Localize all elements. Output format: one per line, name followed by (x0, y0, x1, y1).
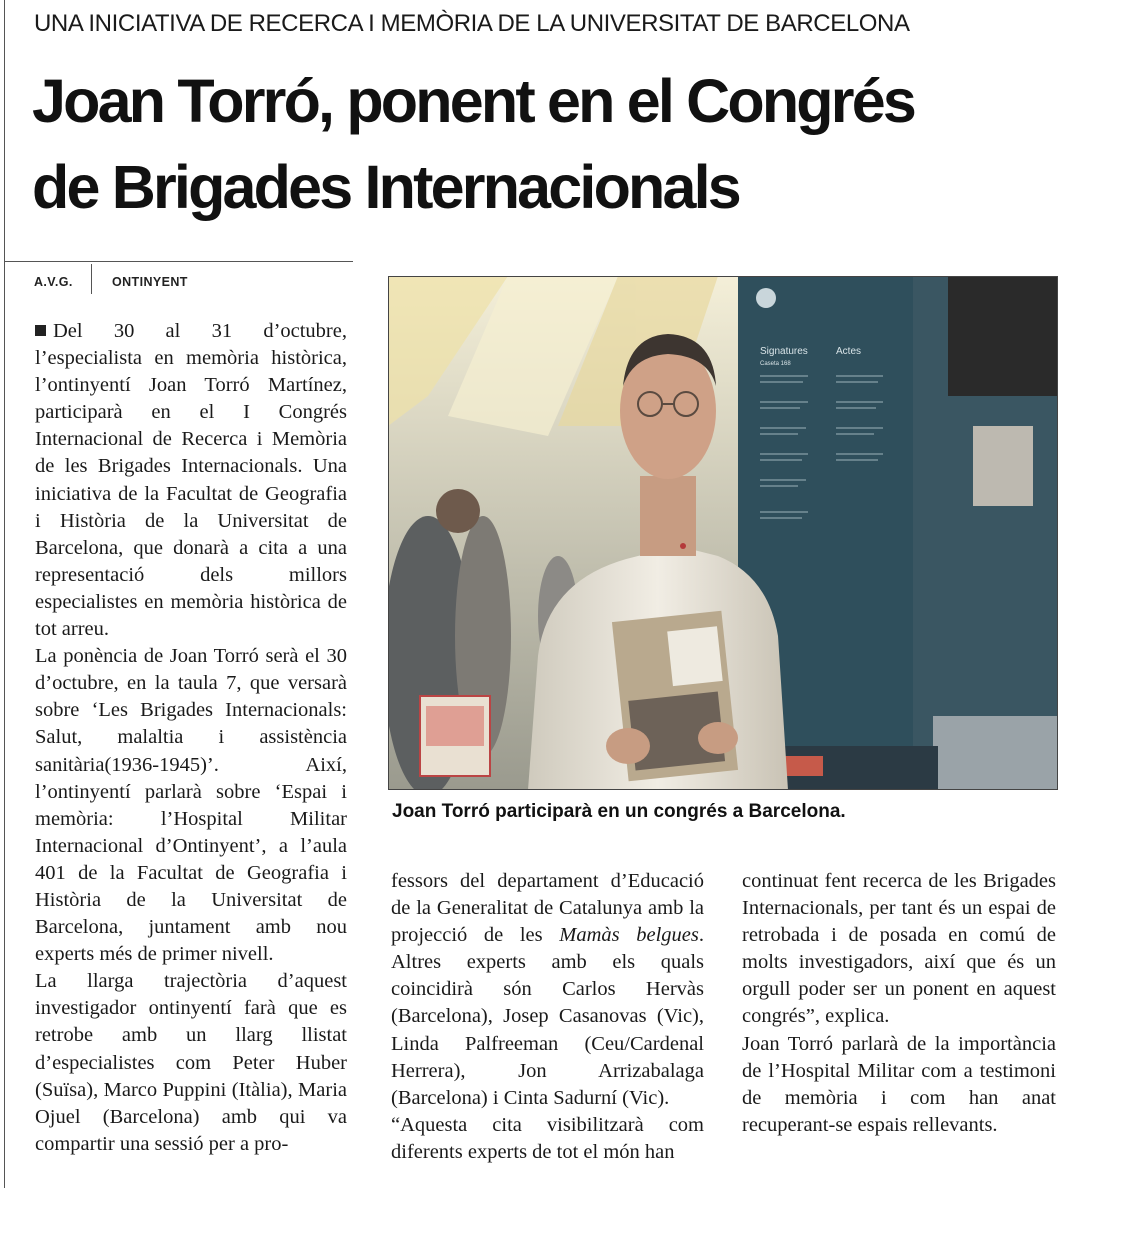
byline-author: A.V.G. (34, 275, 73, 289)
article-photo (388, 276, 1058, 790)
page-frame-line (4, 0, 5, 1188)
article-column-1 (35, 318, 347, 1158)
headline-line-2: de Brigades Internacionals (32, 153, 739, 221)
headline (32, 58, 1112, 230)
article-column-3 (742, 868, 1056, 1139)
byline-divider (91, 264, 92, 294)
paragraph-text: . Altres experts amb els quals coincidirà són Carlos Hervàs (Barcelona), Josep Casanovas (Vic), Linda Palfreeman (Ceu/Cardenal Herrera), Jon Arrizabalaga (Barcelona) i Cinta Sadurní (Vic). (391, 924, 704, 1109)
paragraph-text: Del 30 al 31 d’octubre, l’especialista en memòria històrica, l’ontinyentí Joan Torró Martínez, participarà en el I Congrés Internacional de Recerca i Memòria de les Brigades Internacionals. Una iniciativa de la Facultat de Geografia i Història de la Universitat de Barcelona, que donarà a cita a una representació dels millors especialistes en memòria històrica de tot arreu. (35, 320, 347, 641)
sign-heading-right: Actes (836, 346, 862, 357)
article-column-2 (391, 868, 704, 1166)
paragraph (35, 318, 347, 643)
sign-heading-left: Signatures (760, 346, 808, 357)
paragraph-text: fessors del departament d’Educació de la Generalitat de Catalunya amb la projecció de les (391, 870, 704, 947)
paragraph: “Aquesta cita visibilitzarà com diferents experts de tot el món han (391, 1113, 704, 1163)
paragraph: La ponència de Joan Torró serà el 30 d’octubre, en la taula 7, que versarà sobre ‘Les Brigades Internacionals: Salut, malaltia i assistència sanitària(1936-1945)’. Així, l’ontinyentí parlarà sobre ‘Espai i memòria: l’Hospital Militar Internacional d’Ontinyent’, a l’aula 401 de la Facultat de Geografia i Història de la Universitat de Barcelona, juntament amb nou experts més de primer nivell. (35, 645, 347, 966)
photo-illustration (388, 276, 1058, 790)
lead-square-icon (35, 325, 46, 336)
film-title: Mamàs belgues (559, 924, 699, 947)
sign-subheading: Caseta 168 (760, 361, 791, 367)
photo-caption: Joan Torró participarà en un congrés a Barcelona. (392, 801, 846, 822)
kicker: UNA INICIATIVA DE RECERCA I MEMÒRIA DE LA UNIVERSITAT DE BARCELONA (34, 10, 910, 37)
paragraph (391, 868, 704, 1112)
paragraph: continuat fent recerca de les Brigades Internacionals, per tant és un espai de retrobada i de posada en comú de molts investigadors, així que és un orgull poder ser un ponent en aquest congrés”, explica. (742, 870, 1056, 1028)
byline-rule (4, 261, 353, 262)
paragraph: La llarga trajectòria d’aquest investigador ontinyentí farà que es retrobe amb un llarg llistat d’especialistes com Peter Huber (Suïsa), Marco Puppini (Itàlia), Maria Ojuel (Barcelona) amb qui va compartir una sessió per a pro- (35, 970, 347, 1155)
headline-line-1: Joan Torró, ponent en el Congrés (32, 67, 914, 135)
paragraph: Joan Torró parlarà de la importància de l’Hospital Militar com a testimoni de memòria i com han anat recuperant-se espais rellevants. (742, 1032, 1056, 1136)
byline-location: ONTINYENT (112, 275, 188, 289)
